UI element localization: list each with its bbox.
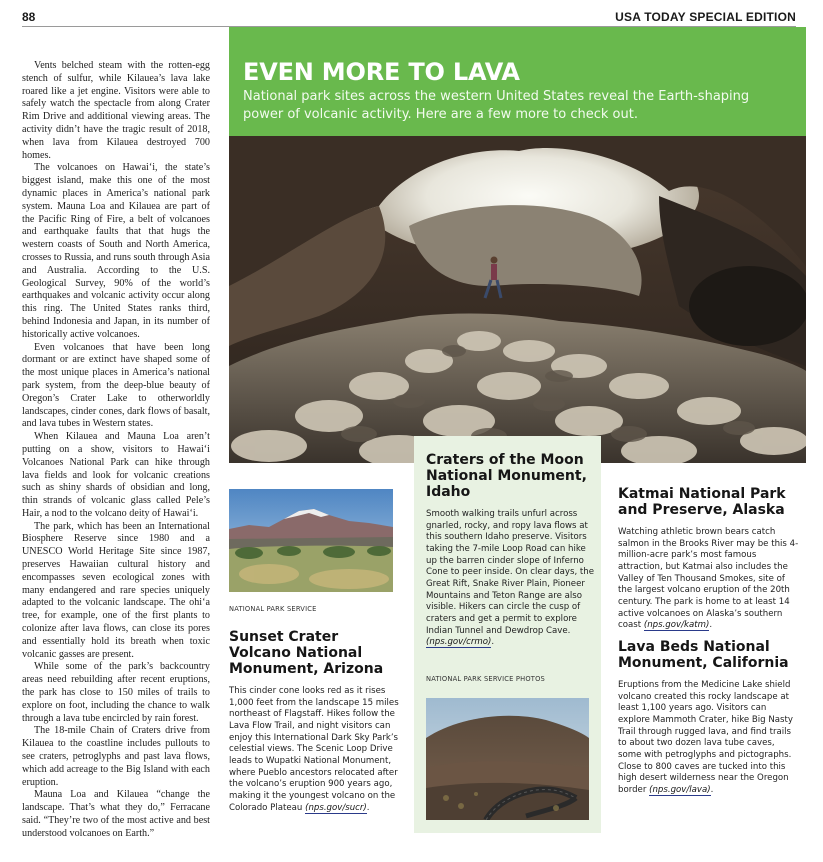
katmai-end: . bbox=[709, 620, 713, 631]
page-number: 88 bbox=[22, 10, 36, 24]
katmai-title: Katmai National Park and Preserve, Alaska bbox=[618, 486, 786, 518]
article-paragraph: Even volcanoes that have been long dormant or are extinct have shaped some of the most unique places in America’s national park system, from the deep-blue beauty of Oregon’s Crater Lake to otherworldly landscapes, cinder cones, dark flows of basalt, and lava tubes in Western states. bbox=[22, 341, 210, 430]
craters-title: Craters of the Moon National Monument, Idaho bbox=[426, 452, 587, 500]
article-paragraph: While some of the park’s backcountry areas need rebuilding after recent eruptions, the park has close to 150 miles of trails to explore on foot, including the chance to walk through a lava tube encircled by rain forest. bbox=[22, 661, 210, 724]
lava-beds-link[interactable]: (nps.gov/lava) bbox=[649, 785, 711, 796]
sunset-end: . bbox=[366, 802, 370, 813]
banner-subtitle: National park sites across the western United States reveal the Earth-shaping power of volcanic activity. Here are a few more to check out. bbox=[243, 89, 750, 123]
katmai-link[interactable]: (nps.gov/katm) bbox=[643, 620, 710, 631]
craters-end: . bbox=[491, 637, 495, 648]
lava-beds-body bbox=[618, 680, 800, 797]
lava-tube-cave-photo bbox=[229, 136, 806, 463]
craters-of-the-moon-photo bbox=[426, 698, 589, 820]
article-body bbox=[22, 60, 210, 841]
lava-beds-title: Lava Beds National Monument, California bbox=[618, 639, 789, 671]
sunset-title: Sunset Crater Volcano National Monument, Arizona bbox=[229, 629, 384, 677]
article-paragraph: The volcanoes on Hawai‘i, the state’s biggest island, make this one of the most dynamic places in America’s national park system. Mauna Loa and Kilauea are part of the Pacific Ring of Fire, a belt of volcanoes and earthquake faults that that hugs the western coasts of South and North America, crosses to Russia, and runs south through Asia and Australia. According to the U.S. Geological Survey, 90% of the world’s earthquakes and volcanic activity occur along this ring. The United States ranks third, behind Indonesia and Japan, in its number of historically active volcanoes. bbox=[22, 162, 210, 340]
page-header bbox=[22, 10, 796, 26]
article-paragraph: When Kilauea and Mauna Loa aren’t putting on a show, visitors to Hawai‘i Volcanoes National Park can hike through lava fields and look for volcanic creations such as shiny shards of obsidian and long, thin strands of volcanic glass called Pele’s Hair, a nod to the volcano deity of Hawai‘i. bbox=[22, 431, 210, 519]
sunset-text: This cinder cone looks red as it rises 1,000 feet from the landscape 15 miles northeast of Flagstaff. Hikes follow the Lava Flow Trail, and night visitors can enjoy this International Dark Sky Park’s celestial views. The Scenic Loop Drive leads to Wupatki National Monument, where Pueblo ancestors relocated after the volcano’s eruption 900 years ago, making it the youngest volcano on the Colorado Plateau bbox=[229, 685, 399, 813]
craters-photo-credit: NATIONAL PARK SERVICE PHOTOS bbox=[426, 675, 545, 683]
sunset-section bbox=[229, 630, 404, 814]
sunset-photo-credit: NATIONAL PARK SERVICE bbox=[229, 605, 317, 613]
craters-text: Smooth walking trails unfurl across gnarled, rocky, and ropy lava flows at this southern Idaho preserve. Visitors taking the 7-mile Loop Road can hike up the barren cinder slope of Inferno Cone to peer inside. On clear days, the Great Rift, Snake River Plain, Pioneer Mountains and Teton Range are also visible. Hikers can circle the cusp of craters and get a permit to explore Indian Tunnel and Dewdrop Cave. bbox=[426, 508, 595, 636]
craters-link[interactable]: (nps.gov/crmo) bbox=[426, 637, 492, 648]
sunset-crater-photo bbox=[229, 489, 393, 592]
sunset-body bbox=[229, 686, 404, 815]
feature-banner bbox=[229, 27, 806, 136]
article-paragraph: Mauna Loa and Kilauea “change the landscape. That’s what they do,” Ferracane said. “They’re two of the most active and best understood volcanoes on Earth.” bbox=[22, 789, 210, 839]
article-paragraph: The 18-mile Chain of Craters drive from Kilauea to the coastline includes pullouts to see craters, petroglyphs and past lava flows, which add acreage to the Big Island with each eruption. bbox=[22, 725, 210, 788]
lava-beds-section bbox=[618, 640, 800, 797]
edition-label: USA TODAY SPECIAL EDITION bbox=[615, 10, 796, 24]
sunset-link[interactable]: (nps.gov/sucr) bbox=[305, 802, 367, 813]
article-paragraph: Vents belched steam with the rotten-egg stench of sulfur, while Kilauea’s lava lake roared like a jet engine. Visitors were able to safely watch the spectacle from along Crater Rim Drive and additional viewing areas. The activity didn’t have the tragic result of 2018, when lava from Kilauea destroyed 700 homes. bbox=[22, 60, 210, 161]
lava-beds-end: . bbox=[710, 785, 714, 796]
article-paragraph: The park, which has been an International Biosphere Reserve since 1980 and a UNESCO World Heritage Site since 1987, preserves Hawaiian cultural history and encompasses seven ecological zones with many endangered and rare species uniquely adapted to the volcanic landscape. The ohi‘a tree, for example, one of the first plants to colonize after lava flows, can close its pores and essentially hold its breath when toxic volcanic gasses are present. bbox=[22, 520, 210, 660]
banner-title: EVEN MORE TO LAVA bbox=[243, 58, 520, 86]
katmai-body bbox=[618, 527, 800, 632]
katmai-section bbox=[618, 487, 800, 632]
craters-body bbox=[426, 509, 594, 649]
lava-beds-text: Eruptions from the Medicine Lake shield volcano created this rocky landscape at least 1,100 years ago. Visitors can explore Mammoth Crater, hike Big Nasty Trail through rugged lava, and find trails to about two dozen lava tube caves, some with petroglyphs and pictographs. Close to 800 caves are tucked into this high desert wilderness near the Oregon border bbox=[618, 679, 793, 796]
katmai-text: Watching athletic brown bears catch salmon in the Brooks River may be this 4-million-acre park’s most famous attraction, but Katmai also includes the Valley of Ten Thousand Smokes, site of the largest volcano eruption of the 20th century. The park is home to at least 14 active volcanoes on Alaska’s southern coast bbox=[618, 526, 799, 631]
